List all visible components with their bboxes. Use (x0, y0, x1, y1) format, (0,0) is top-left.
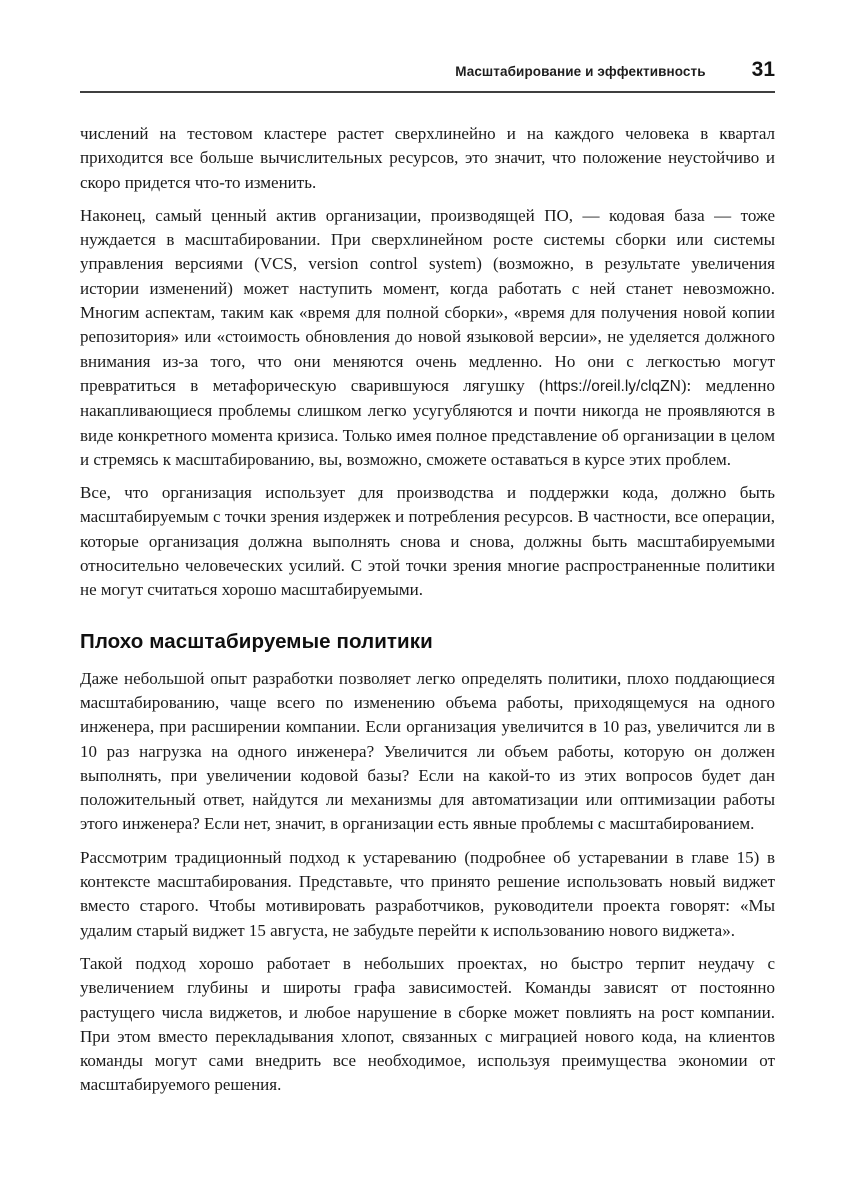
paragraph-identify-policies: Даже небольшой опыт разработки позволяет легко определять политики, плохо поддающиеся масштабированию, чаще всего по изменению объема работы, приходящемуся на одного инженера, при расширении компании. Если организация увеличится в 10 раз, увеличится ли в 10 раз нагрузка на одного инженера? Увеличится ли объем работы, которую он должен выполнять, при увеличении кодовой базы? Если на какой-то из этих вопросов будет дан положительный ответ, найдутся ли механизмы для автоматизации или оптимизации работы этого инженера? Если нет, значит, в организации есть явные проблемы с масштабированием. (80, 668, 775, 834)
page-header (80, 58, 775, 82)
header-rule (80, 91, 775, 93)
section-heading-bad-policies: Плохо масштабируемые политики (80, 629, 433, 653)
paragraph-scalable-costs: Все, что организация использует для производства и поддержки кода, должно быть масштабируемым с точки зрения издержек и потребления ресурсов. В частности, все операции, которые организация должна выполнять снова и снова, должны быть масштабируемыми относительно человеческих усилий. С этой точки зрения многие распространенные политики не могут считаться хорошо масштабируемыми. (80, 483, 775, 600)
paragraph-dependency-graph: Такой подход хорошо работает в небольших проектах, но быстро терпит неудачу с увеличением глубины и широты графа зависимостей. Команды зависят от постоянно растущего числа виджетов, и любое нарушение в сборке может повлиять на рост компании. При этом вместо перекладывания хлопот, связанных с миграцией нового кода, на клиентов команды могут сами внедрить все необходимое, используя преимущества экономии от масштабируемого решения. (80, 953, 775, 1095)
page-body (80, 122, 775, 1098)
running-head: Масштабирование и эффективность (455, 64, 706, 79)
paragraph-codebase-scaling-text-before: Наконец, самый ценный актив организации, производящей ПО, — кодовая база — тоже нуждается в масштабировании. При сверхлинейном росте системы сборки или системы управления версиями (VCS, version control system) (возможно, в результате увеличения истории изменений) может наступить момент, когда работать с ней станет невозможно. Многим аспектам, таким как «время для полной сборки», «время для получения новой копии репозитория» или «стоимость обновления до новой языковой версии», не уделяется должного внимания из-за того, что они меняются очень медленно. Но они с легкостью могут превратиться в метафорическую сварившуюся лягушку ( (80, 205, 775, 395)
paragraph-codebase-scaling (80, 204, 775, 472)
page-number: 31 (751, 58, 775, 81)
paragraph-codebase-scaling-text-after: ): медленно накапливающиеся проблемы слишком легко усугубляются и почти никогда не проявляются в виде конкретного момента кризиса. Только имея полное представление об организации в целом и стремясь к масштабированию, вы, возможно, сможете оставаться в курсе этих проблем. (80, 375, 775, 469)
oreilly-url-text: https://oreil.ly/clqZN (544, 377, 681, 395)
paragraph-deprecation-approach: Рассмотрим традиционный подход к устареванию (подробнее об устаревании в главе 15) в контексте масштабирования. Представьте, что принято решение использовать новый виджет вместо старого. Чтобы мотивировать разработчиков, руководители проекта говорят: «Мы удалим старый виджет 15 августа, не забудьте перейти к использованию нового виджета». (80, 847, 775, 940)
paragraph-cluster-growth: числений на тестовом кластере растет сверхлинейно и на каждого человека в квартал приходится все больше вычислительных ресурсов, это значит, что положение неустойчиво и скоро придется что-то изменить. (80, 124, 775, 192)
